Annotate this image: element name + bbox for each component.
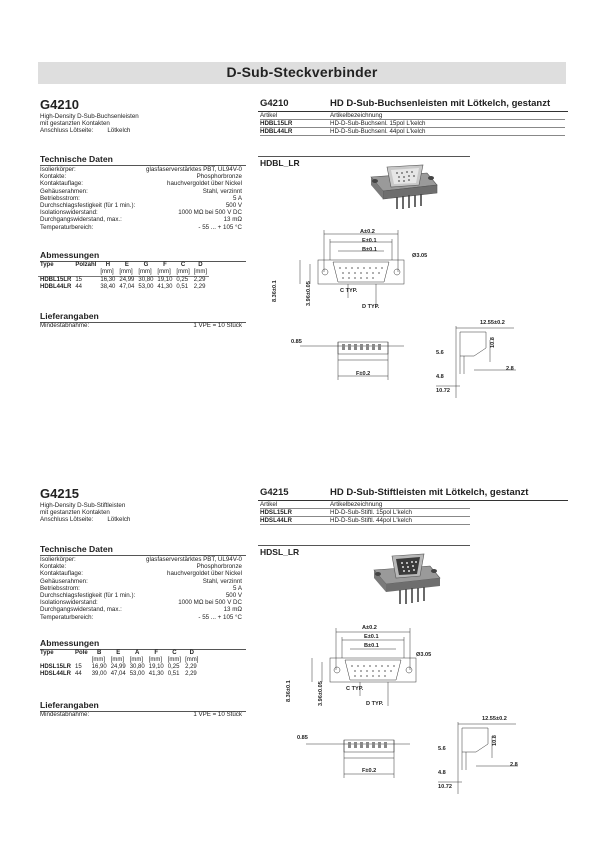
tech-row: Kontaktauflage: hauchvergoldet über Nickel (40, 570, 242, 578)
article-header: Artikel Artikelbezeichnung (260, 112, 383, 119)
product-description (40, 113, 240, 135)
tech-row: Isolationswiderstand: 1000 MΩ bei 500 V DC (40, 209, 242, 217)
tech-row: Isolierkörper: glasfaserverstärktes PBT, UL94V-0 (40, 166, 242, 173)
section-title: HD D-Sub-Stiftleisten mit Lötkelch, gestanzt (330, 487, 529, 498)
section-g4210 (0, 0, 601, 420)
dim-label: E±0.1 (364, 634, 379, 640)
terminal-info: Anschluss Lötseite: Lötkelch (40, 516, 131, 524)
dimensions-table (38, 262, 209, 291)
dim-label: 12.55±0.2 (482, 716, 507, 722)
tech-row: Gehäuserahmen: Stahl, verzinnt (40, 577, 242, 585)
dim-label: 10.8 (490, 337, 496, 348)
supply-heading: Lieferangaben (40, 700, 246, 712)
dim-label: 5.6 (436, 350, 444, 356)
connector-photo (368, 552, 448, 608)
table-row: HDSL44LR 44 39,00 47,04 53,00 41,30 0,51 2,29 (40, 671, 197, 677)
table-row: HDBL44LR 44 38,40 47,04 53,00 41,30 0,51 2,29 (40, 284, 206, 290)
tech-row: Betriebsstrom: 5 A (40, 584, 242, 592)
article-row: HDBL44LR HD-D-Sub-Buchsenl. 44pol L'kelch (260, 127, 565, 136)
product-code: G4215 (40, 486, 80, 501)
dim-label: B±0.1 (364, 643, 379, 649)
tech-row: Kontakte: Phosphorbronze (40, 563, 242, 571)
tech-row: Kontaktauflage: hauchvergoldet über Nickel (40, 180, 242, 188)
dim-label: 8.36±0.1 (272, 280, 278, 302)
dim-label: 10.8 (492, 735, 498, 746)
tech-row: Isolierkörper: glasfaserverstärktes PBT, UL94V-0 (40, 556, 242, 563)
description-line: mit gestanzten Kontakten (40, 120, 110, 128)
supply-heading: Lieferangaben (40, 311, 246, 323)
dim-label: 8.36±0.1 (286, 680, 292, 702)
description-line: mit gestanzten Kontakten (40, 509, 110, 517)
dim-label: 4.8 (436, 374, 444, 380)
tech-row: Temperaturbereich: - 55 ... + 105 °C (40, 613, 242, 621)
drawing-label: HDBL_LR (260, 158, 300, 168)
tech-row: Durchschlagsfestigkeit (für 1 min.): 500 V (40, 591, 242, 599)
dim-label: 3.96±0.05 (306, 281, 312, 306)
tech-row: Durchschlagsfestigkeit (für 1 min.): 500 V (40, 201, 242, 209)
tech-row: Gehäuserahmen: Stahl, verzinnt (40, 187, 242, 195)
dim-label: 3.96±0.05 (318, 681, 324, 706)
dim-label: 5.6 (438, 746, 446, 752)
terminal-info: Anschluss Lötseite: Lötkelch (40, 127, 131, 135)
dim-label: 10.72 (436, 388, 450, 394)
dimensions-table (38, 650, 200, 678)
article-row: HDSL15LR HD-D-Sub-Stiftl. 15pol L'kelch (260, 508, 470, 516)
dim-label: F±0.2 (362, 768, 377, 774)
connector-photo (365, 163, 445, 213)
article-row: HDSL44LR HD-D-Sub-Stiftl. 44pol L'kelch (260, 516, 470, 525)
section-code-header: G4210 (260, 98, 289, 109)
supply-info: Mindestabnahme: 1 VPE = 10 Stück (40, 711, 242, 718)
tech-row: Durchgangswiderstand, max.: 13 mΩ (40, 606, 242, 614)
dim-label: 10.72 (438, 784, 452, 790)
dim-label: D TYP. (362, 304, 380, 310)
table-units-row: [mm] [mm] [mm] [mm] [mm] [mm] (38, 269, 209, 277)
dimensions-heading: Abmessungen (40, 638, 246, 650)
drawing-side-view (300, 334, 410, 394)
section-code-header: G4215 (260, 487, 289, 498)
article-list (260, 112, 565, 136)
dimensions-heading: Abmessungen (40, 250, 246, 262)
dim-label: E±0.1 (362, 238, 377, 244)
dim-label: Ø3.05 (412, 253, 428, 259)
dim-label: A±0.2 (362, 625, 377, 631)
tech-data-heading: Technische Daten (40, 154, 246, 166)
product-description (40, 502, 240, 524)
dim-label: 0.85 (297, 735, 308, 741)
tech-row: Temperaturbereich: - 55 ... + 105 °C (40, 223, 242, 231)
table-row: HDSL15LR 15 16,90 24,99 30,80 19,10 0,25 2,29 (40, 664, 197, 670)
drawing-profile-view (432, 714, 532, 796)
dim-label: 2.8 (506, 366, 514, 372)
table-units-row: [mm] [mm] [mm] [mm] [mm] [mm] (91, 657, 199, 663)
dim-label: C TYP. (346, 686, 364, 692)
tech-row: Kontakte: Phosphorbronze (40, 173, 242, 181)
dim-label: F±0.2 (356, 371, 371, 377)
dim-label: 0.85 (291, 339, 302, 345)
article-list (260, 501, 470, 525)
table-header-row: Type Pole B E A F C D (40, 650, 194, 656)
description-line: High-Density D-Sub-Buchsenleisten (40, 113, 139, 120)
dim-label: C TYP. (340, 288, 358, 294)
dim-label: 12.55±0.2 (480, 320, 505, 326)
table-row: HDBL15LR 15 16,30 24,99 30,80 19,10 0,25 2,29 (40, 277, 206, 283)
article-row: HDBL15LR HD-D-Sub-Buchsenl. 15pol L'kelch (260, 119, 565, 127)
dim-label: Ø3.05 (416, 652, 432, 658)
drawing-front-view (300, 622, 450, 717)
drawing-label: HDSL_LR (260, 547, 300, 557)
product-code: G4210 (40, 97, 80, 112)
description-line: High-Density D-Sub-Stiftleisten (40, 502, 126, 509)
supply-info: Mindestabnahme: 1 VPE = 10 Stück (40, 322, 242, 329)
tech-data-list (40, 556, 242, 621)
tech-row: Betriebsstrom: 5 A (40, 194, 242, 202)
table-header-row: Type Polzahl H E G F C D (40, 262, 203, 268)
tech-data-list (40, 166, 242, 231)
dim-label: A±0.2 (360, 229, 375, 235)
dim-label: 2.8 (510, 762, 518, 768)
section-title: HD D-Sub-Buchsenleisten mit Lötkelch, gestanzt (330, 98, 551, 109)
tech-row: Isolationswiderstand: 1000 MΩ bei 500 V DC (40, 599, 242, 607)
article-header: Artikel Artikelbezeichnung (260, 501, 383, 508)
drawing-side-view (306, 732, 416, 792)
dim-label: D TYP. (366, 701, 384, 707)
dim-label: 4.8 (438, 770, 446, 776)
tech-row: Durchgangswiderstand, max.: 13 mΩ (40, 216, 242, 224)
tech-data-heading: Technische Daten (40, 544, 246, 556)
dim-label: B±0.1 (362, 247, 377, 253)
page-title: D-Sub-Steckverbinder (226, 64, 378, 80)
